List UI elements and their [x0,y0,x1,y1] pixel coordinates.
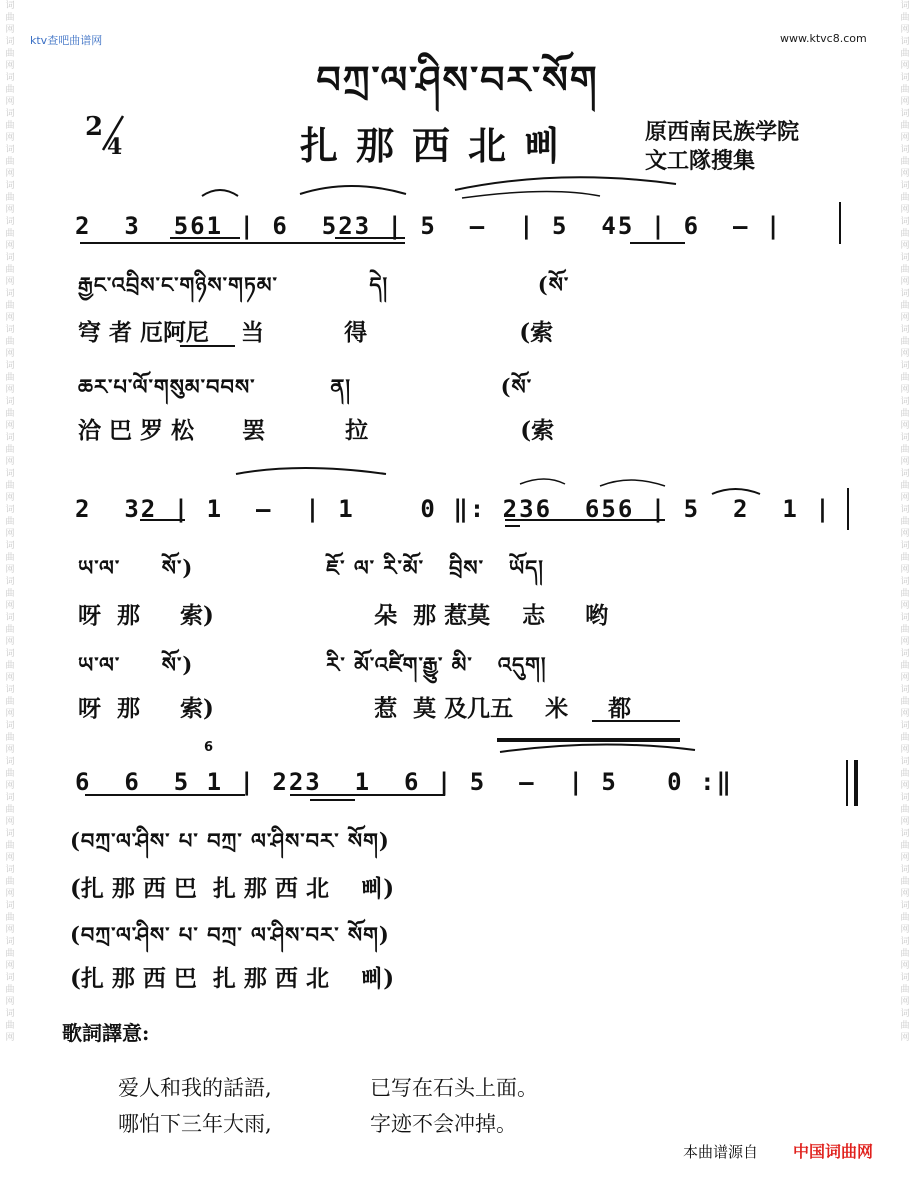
watermark-left: ktv查吧曲谱网 [30,34,103,47]
credit-line-2: 文工隊搜集 [645,148,756,174]
credit-line-1: 原西南民族学院 [645,119,800,145]
time-signature-bottom: 4 [107,134,123,160]
translation-line-2a: 哪怕下三年大雨, [118,1112,272,1136]
translation-line-1a: 爱人和我的話語, [118,1076,272,1100]
lyric-row-1-tibetan-1: རྒྱང་འབྲིས་ང་གཉིས་གཏམ་ དེ། (སོ་ [78,272,570,297]
score-row-2: 2 32 | 1 — | 1 0 ‖: 236 656 | 5 2 1 | [75,495,832,523]
lyric-row-2-tibetan-1: ཡ་ལ་ སོ་) ཇོ་ ལ་ རི་མོ་ བྲིས་ ཡོད། [78,555,544,580]
translation-heading: 歌詞譯意: [62,1021,150,1045]
score-row-3: 6 6 5 1 | 223 1 6 | 5 — | 5 0 :‖ [75,768,733,796]
lyric-row-2-chinese-1: 呀 那 索) 朵 那 惹莫 志 哟 [78,602,609,629]
translation-line-2b: 字迹不会冲掉。 [370,1112,517,1136]
source-label: 本曲谱源自 [683,1143,759,1161]
title-tibetan: བཀྲ་ལ་ཤིས་བར་སོག [316,57,599,102]
time-signature-top: 2 [85,112,104,142]
lyric-row-1-chinese-2: 洽 巴 罗 松 罢 拉 (索 [78,417,555,444]
score-row-1: 2 3 561 | 6 523 | 5 — | 5 45 | 6 — | [75,212,783,240]
lyric-row-3-chinese-2: (扎 那 西 巴 扎 那 西 北 삐) [70,965,395,992]
grace-note: 6 [204,740,214,755]
lyric-row-2-chinese-2: 呀 那 索) 惹 莫 及几五 米 都 [78,695,632,722]
watermark-right: www.ktvc8.com [780,32,867,45]
lyric-row-2-tibetan-2: ཡ་ལ་ སོ་) རི་ མོ་འཛིག་རྒྱུ་ མི་ འདུག། [78,652,547,677]
song-title: 扎那西北삐 [300,123,579,168]
lyric-row-1-tibetan-2: ཆར་པ་ལོ་གསུམ་བབས་ ན། (སོ་ [78,374,533,399]
source-site-link[interactable]: 中国词曲网 [793,1142,874,1161]
lyric-row-3-tibetan-1: (བཀྲ་ལ་ཤིས་ པ་ བཀྲ་ ལ་ཤིས་བར་ སོག) [70,828,390,853]
lyric-row-3-tibetan-2: (བཀྲ་ལ་ཤིས་ པ་ བཀྲ་ ལ་ཤིས་བར་ སོག) [70,922,390,947]
translation-line-1b: 已写在石头上面。 [370,1076,538,1100]
side-watermark-right: 词曲网词曲网词曲网词曲网词曲网词曲网词曲网词曲网词曲网词曲网词曲网词曲网词曲网词曲网词曲网词曲网词曲网词曲网词曲网词曲网词曲网词曲网词曲网词曲网词曲网词曲网词曲网词曲网词曲网 [900,1,910,1043]
lyric-row-1-chinese-1: 穹 者 厄阿尼 当 得 (索 [78,319,554,346]
lyric-row-3-chinese-1: (扎 那 西 巴 扎 那 西 北 삐) [70,875,395,902]
side-watermark-left: 词曲网词曲网词曲网词曲网词曲网词曲网词曲网词曲网词曲网词曲网词曲网词曲网词曲网词曲网词曲网词曲网词曲网词曲网词曲网词曲网词曲网词曲网词曲网词曲网词曲网词曲网词曲网词曲网词曲网 [5,1,15,1043]
